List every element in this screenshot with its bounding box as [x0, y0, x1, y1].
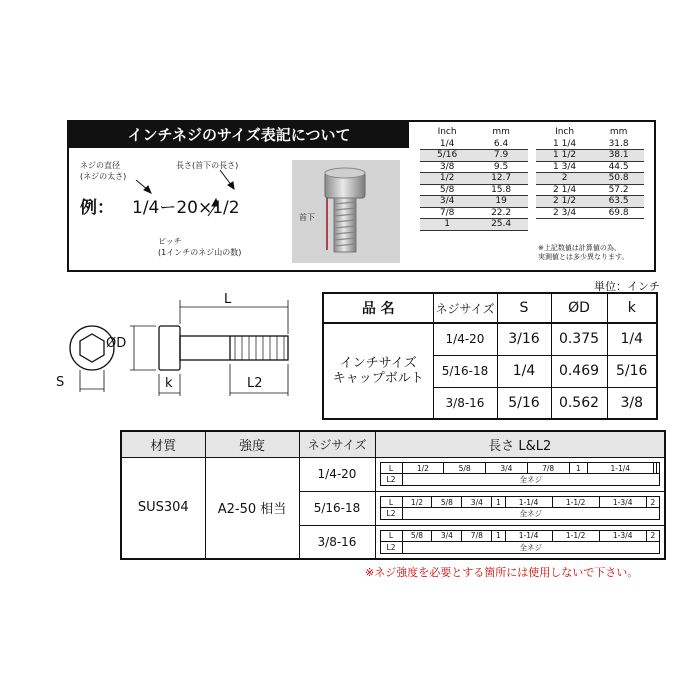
- col-length: 長さ L&L2: [375, 431, 665, 457]
- table-row: 1 25.4: [420, 219, 528, 231]
- length-cell: [375, 457, 665, 491]
- example-value: 1/4ー20×1/2: [132, 198, 240, 218]
- table-row: 2 3/4 69.8: [536, 207, 644, 219]
- inch-mm-table-2: [536, 126, 644, 219]
- guide-title: インチネジのサイズ表記について: [69, 122, 409, 148]
- length-options: L 1/2 5/8 3/4 7/8 1 1-1/4 L2 全ネジ: [380, 462, 661, 486]
- length-options: L 1/2 5/8 3/4 1 1-1/4 1-1/2 1-3/4 2 L2 全ネジ: [380, 496, 661, 520]
- conversion-note: ※上記数値は計算値の為、 実測値とは多少異なります。: [538, 244, 629, 261]
- table-row: インチサイズ キャップボルト 1/4-20 3/16 0.375 1/4: [323, 323, 657, 355]
- col-OD: ØD: [551, 293, 607, 323]
- length-options: L 5/8 3/4 7/8 1 1-1/4 1-1/2 1-3/4 2 L2 全ネジ: [380, 530, 661, 554]
- table-row: [121, 457, 665, 491]
- product-name: インチサイズ キャップボルト: [323, 323, 433, 419]
- table-row: 7/8 22.2: [420, 207, 528, 219]
- table-row: 1 1/4 31.8: [536, 138, 644, 150]
- table-row: 1/4 6.4: [420, 138, 528, 150]
- table-row: 5/16 7.9: [420, 150, 528, 162]
- table-row: 1 3/4 44.5: [536, 161, 644, 173]
- thread-size: 5/16-18: [299, 491, 375, 525]
- table-row: 2 1/2 63.5: [536, 196, 644, 208]
- example-label: 例：: [80, 198, 114, 218]
- size-example: [80, 193, 240, 218]
- col-strength: 強度: [205, 431, 299, 457]
- pitch-note: ピッチ (1インチのネジ山の数): [158, 237, 242, 257]
- table-row: 1/2 12.7: [420, 173, 528, 185]
- table-row: 1 1/2 38.1: [536, 150, 644, 162]
- col-product: 品 名: [323, 293, 433, 323]
- neck-length-label: 首下: [299, 213, 315, 222]
- dim-S-label: S: [56, 375, 65, 390]
- table-row: 2 50.8: [536, 173, 644, 185]
- col-thread-size: ネジサイズ: [299, 431, 375, 457]
- thread-size: 3/8-16: [299, 525, 375, 559]
- col-thread-size: ネジサイズ: [433, 293, 497, 323]
- col-k: k: [607, 293, 657, 323]
- col-S: S: [497, 293, 551, 323]
- length-cell: [375, 525, 665, 559]
- table-row: 3/8 9.5: [420, 161, 528, 173]
- table-row: 3/4 19: [420, 196, 528, 208]
- material-value: SUS304: [121, 457, 205, 559]
- col-inch: Inch: [555, 127, 575, 137]
- unit-label: 単位：インチ: [594, 280, 660, 293]
- table-row: 5/16-18 1/4 0.469 5/16: [323, 355, 657, 387]
- dim-L2-label: L2: [247, 376, 263, 391]
- dim-L-label: L: [224, 292, 232, 307]
- length-cell: [375, 491, 665, 525]
- length-note: 長さ(首下の長さ): [176, 161, 239, 170]
- material-length-table: [120, 430, 666, 560]
- table-row: 3/8-16 5/16 0.562 3/8: [323, 387, 657, 419]
- col-inch: Inch: [437, 127, 457, 137]
- inch-mm-table-1: [420, 126, 528, 231]
- dim-k-label: k: [165, 376, 173, 391]
- thread-size: 1/4-20: [299, 457, 375, 491]
- usage-warning: ※ネジ強度を必要とする箇所には使用しないで下さい。: [365, 566, 639, 579]
- col-mm: mm: [492, 127, 510, 137]
- col-mm: mm: [609, 127, 628, 137]
- spec-table: [322, 292, 658, 420]
- col-material: 材質: [121, 431, 205, 457]
- dim-OD-label: ØD: [106, 336, 127, 351]
- strength-value: A2-50 相当: [205, 457, 299, 559]
- diameter-note: ネジの直径 (ネジの太さ): [80, 161, 127, 181]
- table-row: 2 1/4 57.2: [536, 184, 644, 196]
- table-row: 5/8 15.8: [420, 184, 528, 196]
- cap-bolt-diagram: [30, 290, 320, 410]
